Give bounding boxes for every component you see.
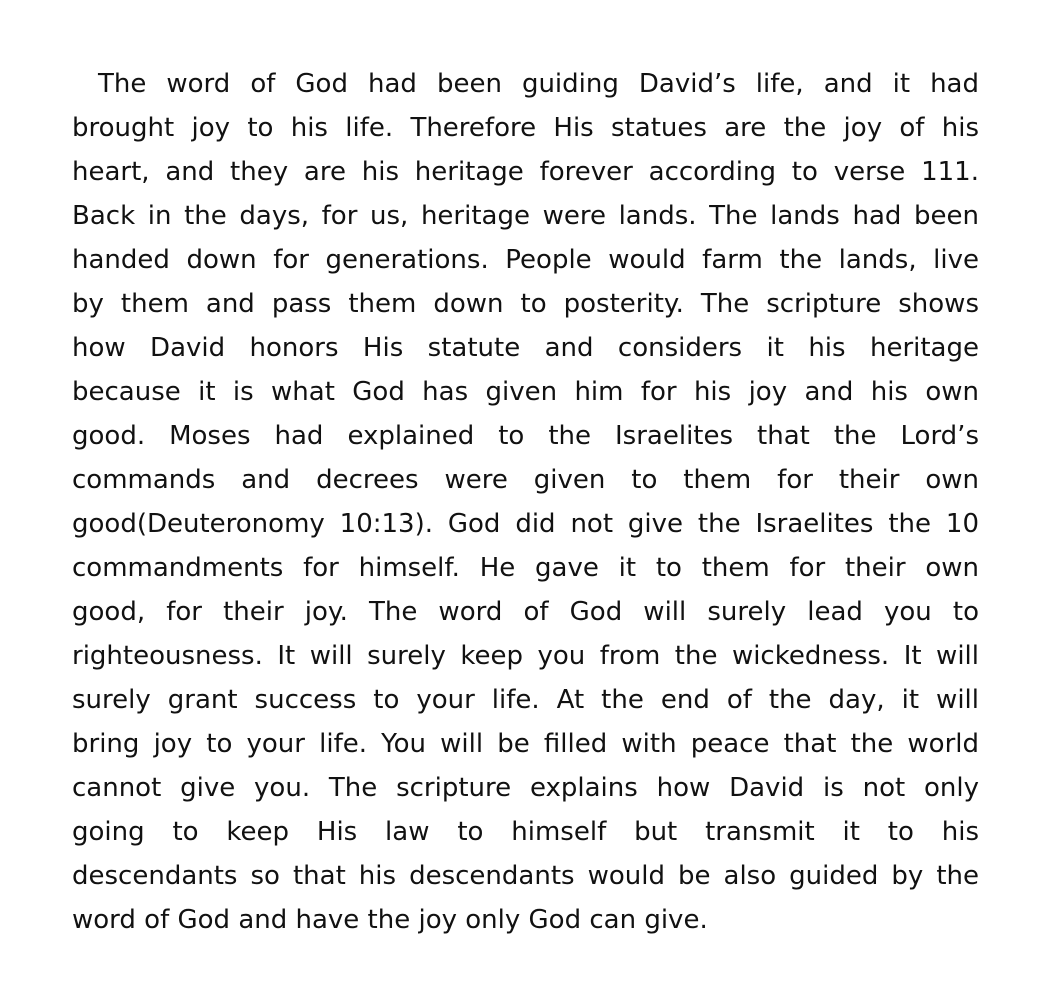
- paragraph-line: by them and pass them down to posterity. The scripture shows: [72, 289, 979, 319]
- paragraph-line: surely grant success to your life. At the end of the day, it will: [72, 685, 979, 715]
- paragraph-line: righteousness. It will surely keep you from the wickedness. It will: [72, 641, 979, 671]
- paragraph-line: word of God and have the joy only God can give.: [72, 905, 708, 935]
- body-paragraph: [72, 62, 979, 942]
- paragraph-line: The word of God had been guiding David’s life, and it had: [98, 69, 979, 99]
- paragraph-line: bring joy to your life. You will be filled with peace that the world: [72, 729, 979, 759]
- paragraph-line: good, for their joy. The word of God will surely lead you to: [72, 597, 979, 627]
- paragraph-line: how David honors His statute and considers it his heritage: [72, 333, 979, 363]
- paragraph-line: commands and decrees were given to them for their own: [72, 465, 979, 495]
- paragraph-line: good. Moses had explained to the Israelites that the Lord’s: [72, 421, 979, 451]
- document-page: [72, 62, 979, 942]
- paragraph-line: handed down for generations. People would farm the lands, live: [72, 245, 979, 275]
- paragraph-line: cannot give you. The scripture explains how David is not only: [72, 773, 979, 803]
- paragraph-line: descendants so that his descendants would be also guided by the: [72, 861, 979, 891]
- paragraph-line: good(Deuteronomy 10:13). God did not give the Israelites the 10: [72, 509, 979, 539]
- paragraph-line: because it is what God has given him for his joy and his own: [72, 377, 979, 407]
- paragraph-line: brought joy to his life. Therefore His statues are the joy of his: [72, 113, 979, 143]
- paragraph-line: commandments for himself. He gave it to them for their own: [72, 553, 979, 583]
- paragraph-line: going to keep His law to himself but transmit it to his: [72, 817, 979, 847]
- paragraph-line: Back in the days, for us, heritage were lands. The lands had been: [72, 201, 979, 231]
- paragraph-line: heart, and they are his heritage forever according to verse 111.: [72, 157, 979, 187]
